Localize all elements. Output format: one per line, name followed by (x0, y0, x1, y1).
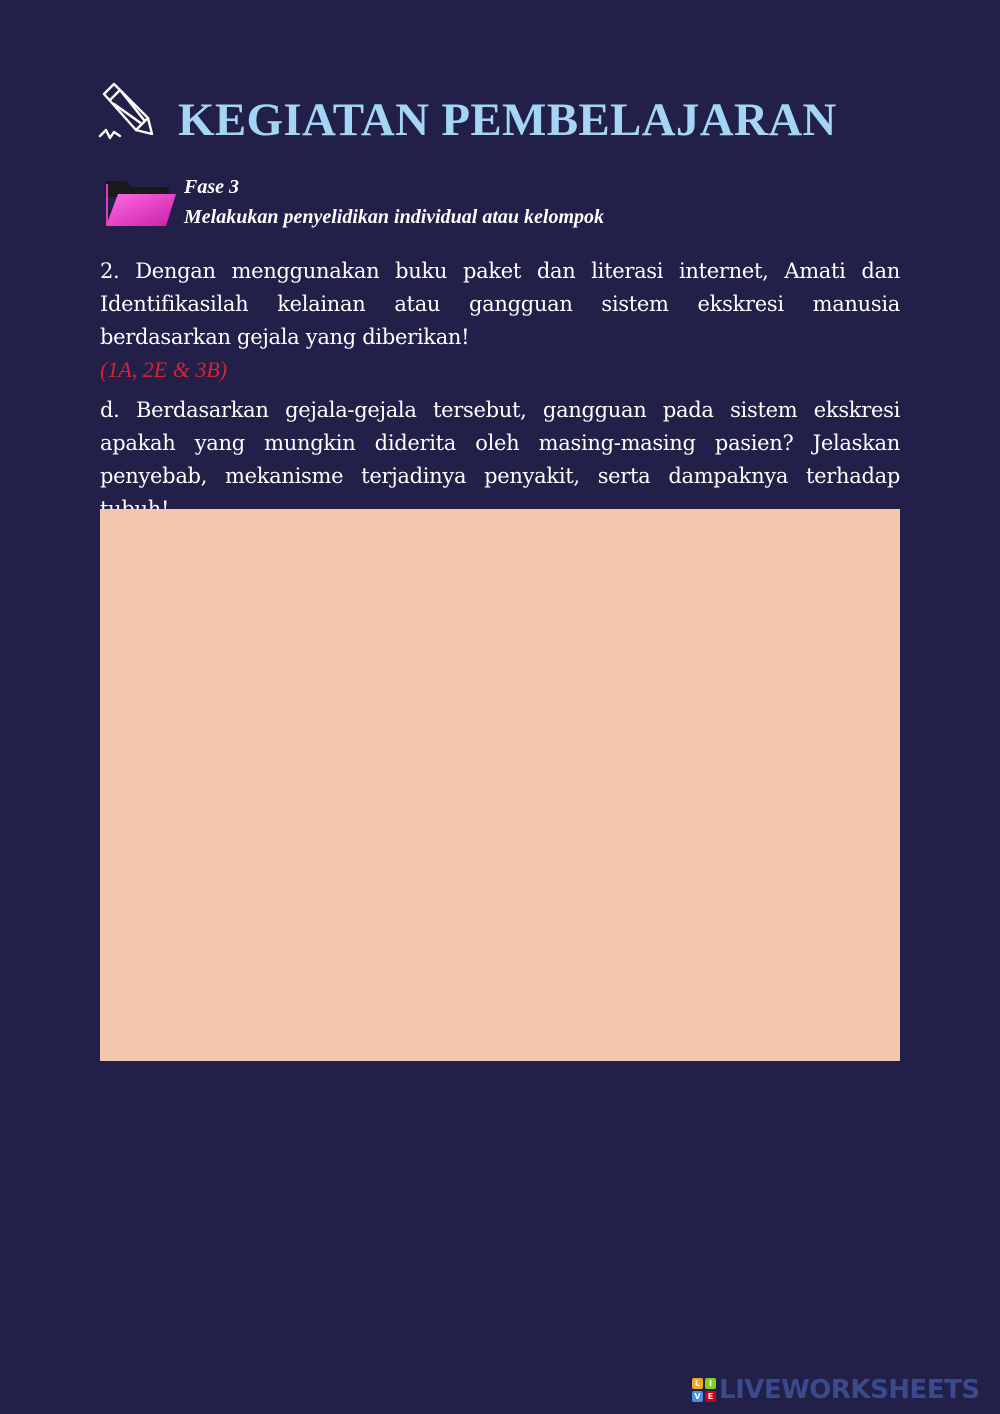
section-header (98, 80, 918, 160)
liveworksheets-watermark (692, 1374, 992, 1406)
logo-cell-i: I (705, 1378, 716, 1389)
fase-subtitle: Melakukan penyelidikan individual atau kelompok (184, 206, 605, 228)
question-d-text: d. Berdasarkan gejala-gejala tersebut, gangguan pada sistem ekskresi apakah yang mungkin diderita oleh masing-masing pasien? Jelaskan penyebab, mekanisme terjadinya penyakit, serta dampaknya terhadap (100, 398, 900, 488)
logo-cell-l: L (692, 1378, 703, 1389)
liveworksheets-logo-icon (692, 1378, 716, 1402)
question-codes: (1A, 2E & 3B) (100, 357, 228, 382)
page-title: KEGIATAN PEMBELAJARAN (178, 94, 837, 146)
answer-textbox[interactable] (100, 509, 900, 1061)
logo-cell-e: E (705, 1391, 716, 1402)
pencil-icon (98, 80, 156, 142)
fase-section (104, 172, 824, 232)
folder-icon (104, 176, 178, 228)
fase-text (184, 172, 604, 232)
liveworksheets-text: LIVEWORKSHEETS (719, 1375, 980, 1405)
question-2-text: 2. Dengan menggunakan buku paket dan literasi internet, Amati dan Identifikasilah kelainan atau gangguan sistem ekskresi manusia berdasarkan gejala yang diberikan! (100, 259, 900, 349)
fase-label: Fase 3 (184, 176, 239, 198)
logo-cell-v: V (692, 1391, 703, 1402)
